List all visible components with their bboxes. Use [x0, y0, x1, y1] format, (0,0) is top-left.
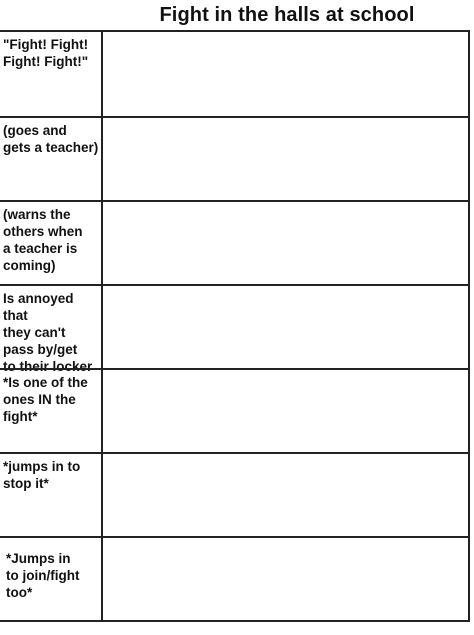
chart-row — [0, 32, 468, 116]
row-label: (warns the others when a teacher is coming) — [3, 207, 83, 273]
character-slot[interactable] — [101, 202, 468, 284]
character-slot[interactable] — [101, 118, 468, 200]
row-label: *jumps in to stop it* — [3, 459, 81, 491]
row-label: *Is one of the ones IN the fight* — [3, 375, 88, 424]
character-slot[interactable] — [101, 32, 468, 116]
character-slot[interactable] — [101, 370, 468, 452]
chart-row — [0, 284, 468, 374]
character-slot[interactable] — [101, 286, 468, 368]
chart-row — [0, 452, 468, 536]
alignment-chart — [0, 30, 470, 622]
chart-row — [0, 536, 468, 620]
chart-row — [0, 200, 468, 284]
character-slot[interactable] — [101, 538, 468, 620]
row-label: "Fight! Fight! Fight! Fight!" — [3, 37, 89, 69]
row-label: Is annoyed that they can't pass by/get to their locker — [3, 291, 93, 374]
chart-row — [0, 116, 468, 200]
character-slot[interactable] — [101, 454, 468, 536]
row-label: *Jumps in to join/fight too* — [6, 551, 80, 600]
chart-title: Fight in the halls at school — [159, 4, 415, 26]
chart-row — [0, 368, 468, 452]
row-label: (goes and gets a teacher) — [3, 123, 99, 155]
